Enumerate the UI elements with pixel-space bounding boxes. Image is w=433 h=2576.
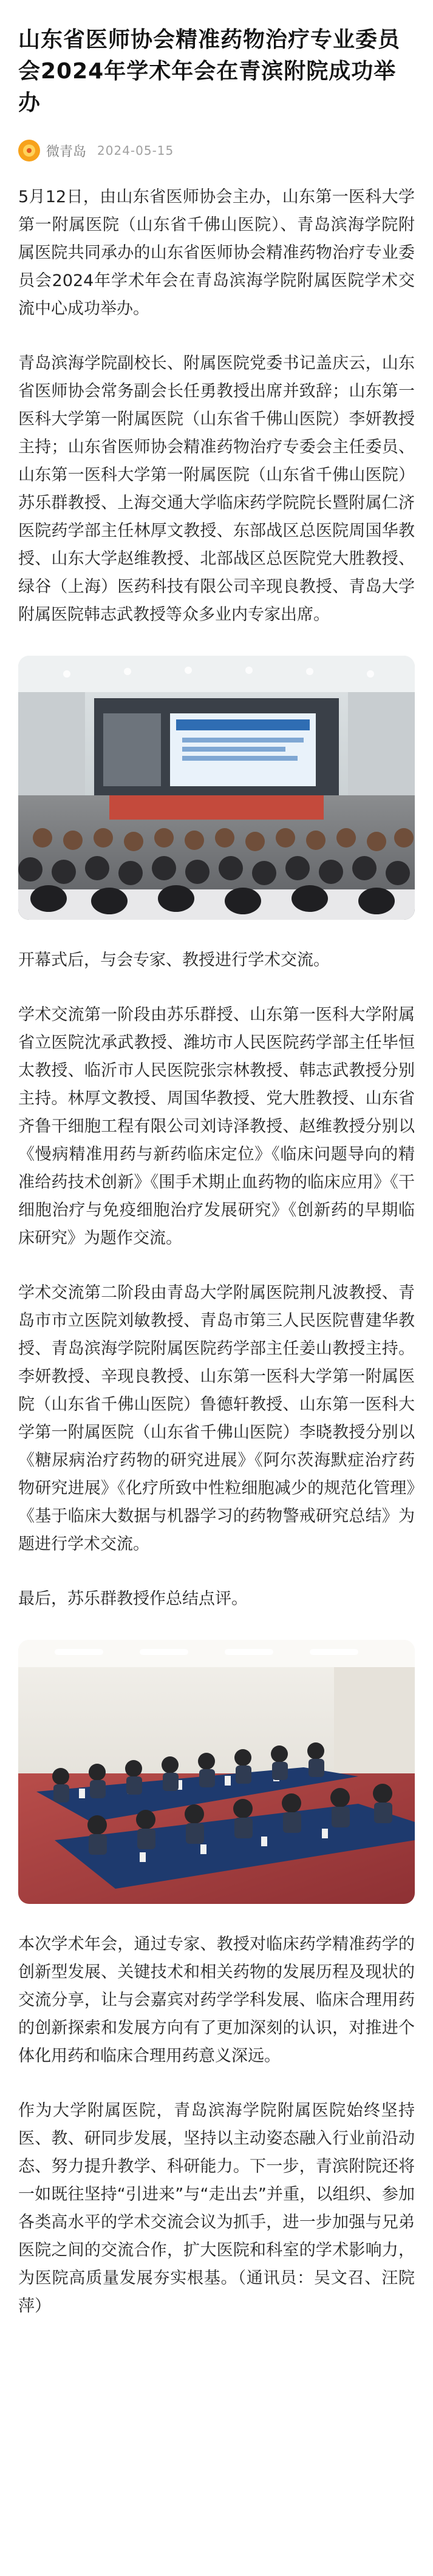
article-paragraph: 青岛滨海学院副校长、附属医院党委书记盖庆云，山东省医师协会常务副会长任勇教授出席并致辞；山东第一医科大学第一附属医院（山东省千佛山医院）李妍教授主持；山东省医师协会精准药物治疗专委会主任委员、山东第一医科大学第一附属医院（山东省千佛山医院）苏乐群教授、上海交通大学临床药学院院长暨附属仁济医院药学部主任林厚文教授、东部战区总医院周国华教授、山东大学赵维教授、北部战区总医院党大胜教授、绿谷（上海）医药科技有限公司辛现良教授、青岛大学附属医院韩志武教授等众多业内专家出席。 (18, 354, 415, 624)
source-logo-icon[interactable] (18, 140, 40, 161)
opening-ceremony-photo[interactable] (18, 656, 415, 920)
article-title: 山东省医师协会精准药物治疗专业委员会2024年学术年会在青滨附院成功举办 (18, 27, 401, 115)
article-paragraph: 学术交流第二阶段由青岛大学附属医院荆凡波教授、青岛市市立医院刘敏教授、青岛市第三人民医院曹建华教授、青岛滨海学院附属医院药学部主任姜山教授主持。李妍教授、辛现良教授、山东第一医科大学第一附属医院（山东省千佛山医院）鲁德轩教授、山东第一医科大学第一附属医院（山东省千佛山医院）李晓教授分别以《糖尿病治疗药物的研究进展》《阿尔茨海默症治疗药物研究进展》《化疗所致中性粒细胞减少的规范化管理》《基于临床大数据与机器学习的药物警戒研究总结》为题进行学术交流。 (18, 1283, 415, 1554)
publish-date: 2024-05-15 (97, 143, 174, 158)
lecture-hall-image (18, 656, 415, 920)
article-paragraph: 本次学术年会，通过专家、教授对临床药学精准药学的创新型发展、关键技术和相关药物的发展历程及现状的交流分享，让与会嘉宾对药学学科发展、临床合理用药的创新探索和发展方向有了更加深刻的认识，对推进个体化用药和临床合理用药意义深远。 (18, 1935, 415, 2065)
article-paragraph: 作为大学附属医院，青岛滨海学院附属医院始终坚持医、教、研同步发展，坚持以主动姿态融入行业前沿动态、努力提升教学、科研能力。下一步，青滨附院还将一如既往坚持“引进来”与“走出去”并重，以组织、参加各类高水平的学术交流会议为抓手，进一步加强与兄弟医院之间的交流合作，扩大医院和科室的学术影响力，为医院高质量发展夯实根基。（通讯员：吴文召、汪院萍） (18, 2101, 415, 2316)
article-paragraph: 学术交流第一阶段由苏乐群授、山东第一医科大学附属省立医院沈承武教授、潍坊市人民医院药学部主任毕恒太教授、临沂市人民医院张宗林教授、韩志武教授分别主持。林厚文教授、周国华教授、党大胜教授、山东省齐鲁干细胞工程有限公司刘诗泽教授、赵维教授分别以《慢病精准用药与新药临床定位》《临床问题导向的精准给药技术创新》《围手术期止血药物的临床应用》《干细胞治疗与免疫细胞治疗发展研究》《创新药的早期临床研究》为题作交流。 (18, 1005, 415, 1248)
article-paragraph: 最后，苏乐群教授作总结点评。 (18, 1589, 248, 1608)
source-name[interactable]: 微青岛 (46, 144, 87, 160)
conference-room-image (18, 1640, 415, 1904)
article-paragraph: 开幕式后，与会专家、教授进行学术交流。 (18, 951, 330, 970)
article-meta (18, 138, 415, 163)
meeting-room-photo[interactable] (18, 1640, 415, 1904)
article-paragraph: 5月12日，由山东省医师协会主办，山东第一医科大学第一附属医院（山东省千佛山医院）、青岛滨海学院附属医院共同承办的山东省医师协会精准药物治疗专业委员会2024年学术年会在青岛滨海学院附属医院学术交流中心成功举办。 (18, 188, 415, 318)
